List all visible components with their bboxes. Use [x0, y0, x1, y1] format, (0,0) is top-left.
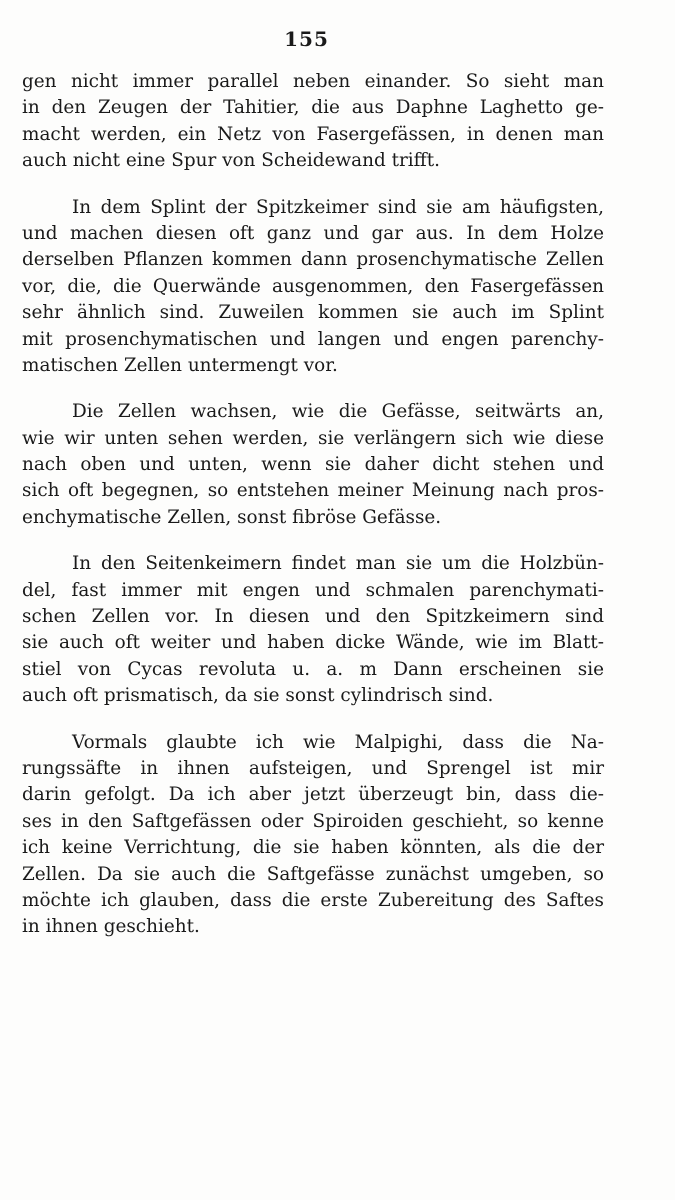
text-line: In dem Splint der Spitzkeimer sind sie am häufigsten,	[72, 196, 604, 218]
paragraph-1	[22, 69, 604, 175]
text-line: stiel von Cycas revoluta u. a. m Dann erscheinen sie	[22, 658, 604, 680]
page-number: 155	[284, 27, 329, 51]
text-line: mit prosenchymatischen und langen und engen parenchy-	[22, 328, 604, 350]
paragraph-gap	[22, 710, 604, 730]
text-line: schen Zellen vor. In diesen und den Spitzkeimern sind	[22, 606, 604, 628]
text-line: Vormals glaubte ich wie Malpighi, dass die Na-	[72, 731, 604, 753]
text-line: darin gefolgt. Da ich aber jetzt überzeugt bin, dass die-	[22, 784, 604, 806]
text-line: vor, die, die Querwände ausgenommen, den Fasergefässen	[22, 275, 604, 297]
text-line: gen nicht immer parallel neben einander. So sieht man	[22, 71, 604, 92]
paragraph-2	[22, 195, 604, 380]
text-line: Zellen. Da sie auch die Saftgefässe zunächst umgeben, so	[22, 863, 604, 885]
paragraph-4	[22, 551, 604, 709]
text-line: sehr ähnlich sind. Zuweilen kommen sie auch im Splint	[22, 302, 604, 324]
text-line: enchymatische Zellen, sonst fibröse Gefässe.	[22, 506, 442, 528]
text-line: möchte ich glauben, dass die erste Zubereitung des Saftes	[22, 889, 604, 911]
text-line: nach oben und unten, wenn sie daher dicht stehen und	[22, 454, 604, 476]
text-line: sie auch oft weiter und haben dicke Wände, wie im Blatt-	[22, 632, 604, 654]
text-line: auch nicht eine Spur von Scheidewand trifft.	[22, 150, 440, 172]
text-line: derselben Pflanzen kommen dann prosenchymatische Zellen	[22, 249, 604, 271]
text-line: Die Zellen wachsen, wie die Gefässe, seitwärts an,	[72, 401, 604, 423]
text-line: in den Zeugen der Tahitier, die aus Daphne Laghetto ge-	[22, 97, 604, 119]
text-line: rungssäfte in ihnen aufsteigen, und Sprengel ist mir	[22, 757, 604, 779]
text-line: In den Seitenkeimern findet man sie um die Holzbün-	[72, 553, 604, 575]
text-line: in ihnen geschieht.	[22, 916, 200, 938]
text-line: del, fast immer mit engen und schmalen parenchymati-	[22, 579, 604, 601]
text-line: auch oft prismatisch, da sie sonst cylindrisch sind.	[22, 685, 494, 707]
paragraph-gap	[22, 531, 604, 551]
text-line: matischen Zellen untermengt vor.	[22, 354, 338, 376]
text-line: und machen diesen oft ganz und gar aus. In dem Holze	[22, 222, 604, 244]
paragraph-gap	[22, 175, 604, 195]
text-line: ses in den Saftgefässen oder Spiroiden geschieht, so kenne	[22, 810, 604, 832]
paragraph-3	[22, 399, 604, 531]
text-line: wie wir unten sehen werden, sie verlängern sich wie diese	[22, 427, 604, 449]
paragraph-gap	[22, 379, 604, 399]
paragraph-5	[22, 730, 604, 941]
text-line: macht werden, ein Netz von Fasergefässen, in denen man	[22, 123, 604, 145]
body-text	[22, 69, 604, 941]
text-line: ich keine Verrichtung, die sie haben könnten, als die der	[22, 837, 604, 859]
text-line: sich oft begegnen, so entstehen meiner Meinung nach pros-	[22, 480, 604, 502]
